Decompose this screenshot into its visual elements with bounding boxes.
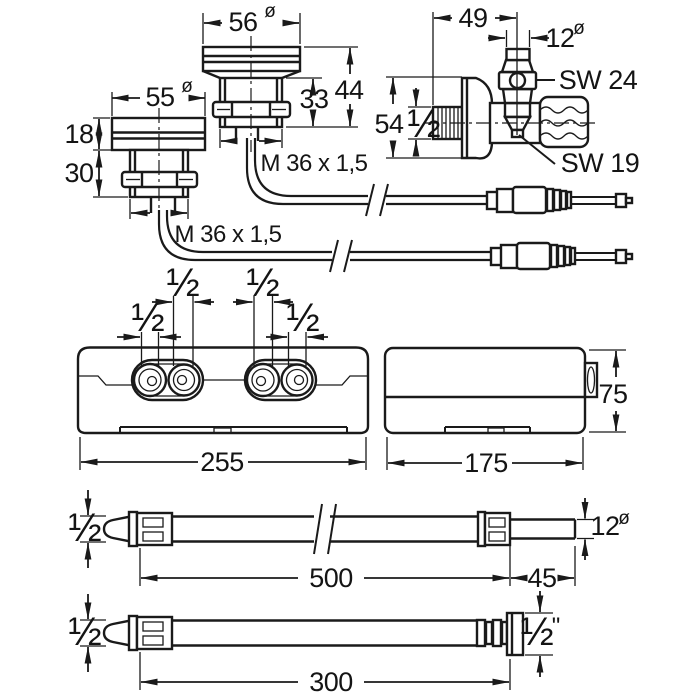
push-button-56 [203,36,300,152]
hose-long-thread: ½ [68,506,102,550]
thread-label-right: M 36 x 1,5 [260,150,368,177]
block-side-view [385,348,597,433]
dim-30: 30 [64,158,94,188]
dim-500: 500 [309,563,353,593]
dim-55: 55 [145,82,175,112]
dim-33: 33 [299,84,329,114]
hose-short [104,613,523,655]
label-sw19: SW 19 [560,148,640,178]
dim-75: 75 [598,379,628,409]
dim-300: 300 [309,667,353,697]
dia-symbol: ø [181,76,193,97]
port-thread-1: ½ [166,261,200,305]
dim-49: 49 [458,3,488,33]
thread-label-left: M 36 x 1,5 [174,221,282,248]
dim-54-frac: ½ [407,102,441,146]
dia-symbol: ø [264,1,276,22]
dim-44: 44 [334,75,364,105]
dim-175: 175 [464,448,508,478]
hose-short-thread: ½ [68,610,102,654]
block-front-view [78,348,368,434]
dia-symbol: ø [573,18,585,39]
label-sw24: SW 24 [558,65,638,95]
dim-12-hose: 12 [590,511,620,541]
port-thread-4: ½ [286,296,320,340]
dia-symbol: ø [618,508,630,529]
dim-18: 18 [64,119,94,149]
nut-size-frac: ½ [520,610,554,654]
nut-size-unit: " [551,613,561,640]
cable-connector-bottom [491,243,632,269]
dim-255: 255 [200,447,244,477]
cable-connector-top [487,187,632,213]
port-thread-3: ½ [131,296,165,340]
dim-45: 45 [527,563,557,593]
dim-54: 54 [374,109,404,139]
dim-56: 56 [228,7,258,37]
hose-long [104,504,575,554]
port-thread-2: ½ [246,261,280,305]
dim-12-valve: 12 [545,23,575,53]
